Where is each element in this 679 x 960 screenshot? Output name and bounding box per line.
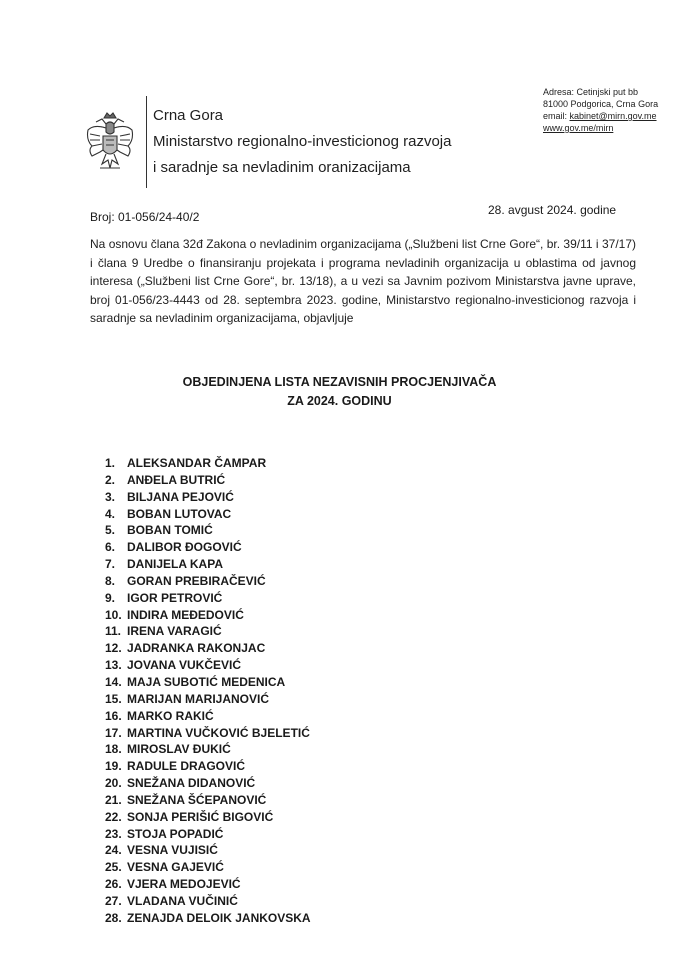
list-item-number: 18. (105, 742, 122, 757)
list-item (105, 792, 311, 809)
list-item-name: SNEŽANA DIDANOVIĆ (127, 776, 256, 791)
list-item-name: DANIJELA KAPA (127, 557, 224, 572)
list-item (105, 826, 311, 843)
list-item-name: MAJA SUBOTIĆ MEDENICA (127, 674, 286, 689)
list-item-name: BILJANA PEJOVIĆ (127, 489, 234, 504)
list-item-number: 8. (105, 573, 116, 588)
list-item-name: RADULE DRAGOVIĆ (127, 759, 246, 774)
list-item-name: STOJA POPADIĆ (127, 826, 224, 841)
list-item-number: 27. (105, 893, 122, 908)
coat-of-arms-icon (82, 110, 138, 176)
list-item-name: MARKO RAKIĆ (127, 708, 214, 723)
list-item (105, 725, 311, 742)
list-item-number: 28. (105, 910, 122, 925)
list-item (105, 809, 311, 826)
institution-header (153, 103, 451, 181)
list-item-number: 25. (105, 860, 122, 875)
list-item (105, 590, 311, 607)
email-line (543, 110, 658, 122)
list-item-number: 16. (105, 708, 122, 723)
address-line-1: Adresa: Cetinjski put bb (543, 87, 639, 97)
list-title: OBJEDINJENA LISTA NEZAVISNIH PROCJENJIVAČA (182, 375, 497, 389)
list-item (105, 893, 311, 910)
list-item-name: INDIRA MEĐEDOVIĆ (127, 607, 244, 622)
list-item (105, 910, 311, 927)
list-item (105, 775, 311, 792)
list-item-number: 13. (105, 658, 122, 673)
list-item (105, 842, 311, 859)
list-item-number: 15. (105, 691, 122, 706)
email-label: email: (543, 111, 570, 121)
list-item (105, 539, 311, 556)
list-item (105, 489, 311, 506)
list-item-number: 9. (105, 590, 116, 605)
list-item-name: SNEŽANA ŠĆEPANOVIĆ (127, 792, 267, 807)
document-date: 28. avgust 2024. godine (488, 203, 617, 217)
list-subtitle: ZA 2024. GODINU (287, 394, 392, 408)
list-item-name: JADRANKA RAKONJAC (127, 641, 266, 656)
list-item-name: ANĐELA BUTRIĆ (127, 472, 226, 487)
list-item-number: 24. (105, 843, 122, 858)
list-item-number: 3. (105, 489, 116, 504)
list-item-number: 2. (105, 472, 116, 487)
list-item (105, 657, 311, 674)
list-item-name: MIROSLAV ĐUKIĆ (127, 742, 231, 757)
list-item-name: ALEKSANDAR ČAMPAR (127, 456, 267, 470)
list-item-number: 4. (105, 506, 116, 521)
list-item-name: VESNA GAJEVIĆ (127, 860, 224, 875)
list-item-number: 20. (105, 776, 122, 791)
list-item-name: SONJA PERIŠIĆ BIGOVIĆ (127, 809, 274, 824)
list-item (105, 758, 311, 775)
list-item-number: 10. (105, 607, 122, 622)
list-item (105, 640, 311, 657)
list-item-number: 11. (105, 624, 122, 639)
list-item-name: BOBAN LUTOVAC (127, 506, 232, 521)
list-item-name: MARIJAN MARIJANOVIĆ (127, 691, 270, 706)
list-item (105, 876, 311, 893)
list-item-number: 12. (105, 641, 122, 656)
list-item (105, 691, 311, 708)
list-item-name: IGOR PETROVIĆ (127, 590, 223, 605)
list-item-number: 5. (105, 523, 116, 538)
list-item-name: VESNA VUJISIĆ (127, 843, 218, 858)
list-item (105, 556, 311, 573)
evaluator-list (105, 455, 311, 927)
list-item (105, 607, 311, 624)
list-item-number: 19. (105, 759, 122, 774)
email-link[interactable]: kabinet@mirn.gov.me (569, 111, 657, 121)
list-item-number: 1. (105, 456, 116, 470)
list-item-name: VLADANA VUČINIĆ (127, 893, 238, 908)
address-line-2: 81000 Podgorica, Crna Gora (543, 99, 659, 109)
list-item-number: 17. (105, 725, 122, 740)
list-item (105, 623, 311, 640)
list-item (105, 741, 311, 758)
list-item-name: MARTINA VUČKOVIĆ BJELETIĆ (127, 725, 310, 740)
list-item (105, 573, 311, 590)
list-item-number: 23. (105, 826, 122, 841)
list-item-name: BOBAN TOMIĆ (127, 523, 213, 538)
list-item (105, 708, 311, 725)
reference-number: Broj: 01-056/24-40/2 (90, 210, 200, 224)
list-item-name: DALIBOR ĐOGOVIĆ (127, 540, 242, 555)
list-item-name: VJERA MEDOJEVIĆ (127, 877, 241, 892)
list-item-number: 14. (105, 674, 122, 689)
ministry-name-line-2: i saradnje sa nevladinim oranizacijama (153, 159, 411, 176)
list-item-number: 22. (105, 809, 122, 824)
list-item-number: 7. (105, 557, 116, 572)
list-item-number: 21. (105, 792, 122, 807)
list-item (105, 859, 311, 876)
header-divider (146, 96, 147, 188)
list-item (105, 472, 311, 489)
list-item-name: JOVANA VUKČEVIĆ (127, 658, 242, 673)
list-item-number: 26. (105, 877, 122, 892)
list-item (105, 522, 311, 539)
list-item (105, 455, 311, 472)
country-name: Crna Gora (153, 107, 224, 124)
contact-block (543, 86, 658, 134)
intro-paragraph: Na osnovu člana 32đ Zakona o nevladinim organizacijama („Službeni list Crne Gore“, br. 39/11 i 37/17) i člana 9 Uredbe o finansiranju projekata i programa nevladinih organizacija u oblastima od javnog interesa („Službeni list Crne Gore“, br. 13/18), a u vezi sa Javnim pozivom Ministarstva javne uprave, broj 01-056/23-4443 od 28. septembra 2023. godine, Ministarstvo regionalno-investicionog razvoja i saradnje sa nevladinim organizacijama, objavljuje (90, 237, 636, 325)
ministry-name-line-1: Ministarstvo regionalno-investicionog razvoja (153, 133, 452, 150)
list-item (105, 506, 311, 523)
list-item-number: 6. (105, 540, 116, 555)
list-item-name: IRENA VARAGIĆ (127, 624, 222, 639)
list-item-name: GORAN PREBIRAČEVIĆ (127, 573, 266, 588)
list-item-name: ZENAJDA DELOIK JANKOVSKA (127, 910, 311, 925)
list-item (105, 674, 311, 691)
website-link[interactable]: www.gov.me/mirn (543, 123, 614, 133)
